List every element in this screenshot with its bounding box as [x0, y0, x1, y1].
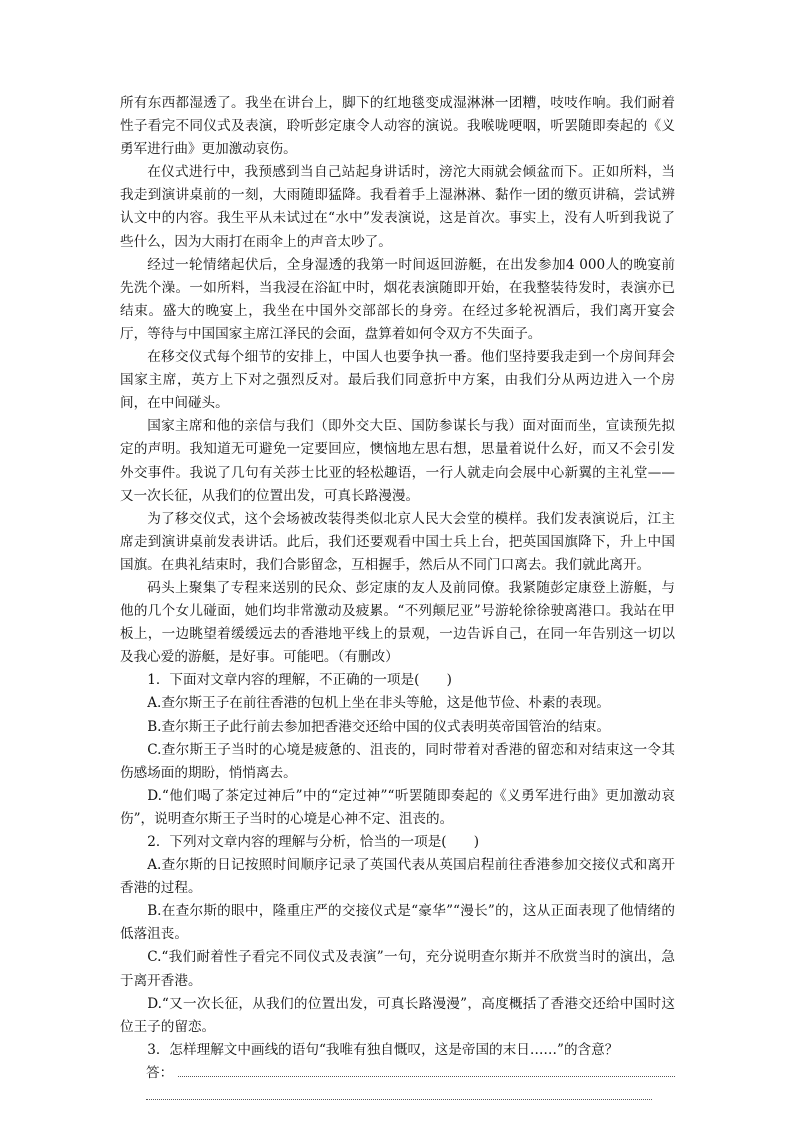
- question-1-stem: 1．下面对文章内容的理解，不正确的一项是( ): [147, 672, 452, 689]
- answer-line-1[interactable]: [120, 1062, 675, 1085]
- question-1-option-a: A.查尔斯王子在前往香港的包机上坐在非头等舱，这是他节俭、朴素的表现。: [147, 695, 610, 712]
- question-2-option-d: D.“又一次长征，从我们的位置出发，可真长路漫漫”，高度概括了香港交还给中国时这位王子的留恋。: [120, 995, 675, 1035]
- passage-paragraph-4: 在移交仪式每个细节的安排上，中国人也要争执一番。他们坚持要我走到一个房间拜会国家主席，英方上下对之强烈反对。最后我们同意折中方案，由我们分从两边进入一个房间，在中间碰头。: [120, 349, 675, 412]
- answer-dotted-line-1: [178, 1076, 675, 1077]
- question-2-option-b: B.在查尔斯的眼中，隆重庄严的交接仪式是“豪华”“漫长”的，这从正面表现了他情绪的低落沮丧。: [120, 903, 675, 943]
- text-column: [120, 92, 675, 1108]
- passage-paragraph-5: 国家主席和他的亲信与我们（即外交大臣、国防参谋长与我）面对面而坐，宣读预先拟定的声明。我知道无可避免一定要回应，懊恼地左思右想，思量着说什么好，而又不会引发外交事件。我说了几句有关莎士比亚的轻松趣语，一行人就走向会展中心新翼的主礼堂——又一次长征，从我们的位置出发，可真长路漫漫。: [120, 418, 675, 504]
- answer-line-2[interactable]: [120, 1085, 675, 1108]
- question-1-option-d: D.“他们喝了茶定过神后”中的“定过神”“听罢随即奏起的《义勇军进行曲》更加激动哀伤”，说明查尔斯王子当时的心境是心神不定、沮丧的。: [120, 787, 675, 827]
- answer-dotted-line-2: [146, 1099, 652, 1100]
- question-1-option-c: C.查尔斯王子当时的心境是疲惫的、沮丧的，同时带着对香港的留恋和对结束这一令其伤感场面的期盼，悄悄离去。: [120, 741, 675, 781]
- question-3-stem: 3．怎样理解文中画线的语句“我唯有独自慨叹，这是帝国的末日……”的含意？: [147, 1041, 619, 1058]
- question-1-option-b: B.查尔斯王子此行前去参加把香港交还给中国的仪式表明英帝国管治的结束。: [147, 718, 611, 735]
- passage-paragraph-1: 所有东西都湿透了。我坐在讲台上，脚下的红地毯变成湿淋淋一团糟，吱吱作响。我们耐着性子看完不同仪式及表演，聆听彭定康令人动容的演说。我喉咙哽咽，听罢随即奏起的《义勇军进行曲》更加激动哀伤。: [120, 95, 675, 158]
- passage-paragraph-6: 为了移交仪式，这个会场被改装得类似北京人民大会堂的模样。我们发表演说后，江主席走到演讲桌前发表讲话。此后，我们还要观看中国士兵上台，把英国国旗降下，升上中国国旗。在典礼结束时，我们合影留念，互相握手，然后从不同门口离去。我们就此离开。: [120, 510, 675, 573]
- passage-paragraph-3: 经过一轮情绪起伏后，全身湿透的我第一时间返回游艇，在出发参加4 000人的晚宴前先洗个澡。一如所料，当我浸在浴缸中时，烟花表演随即开始，在我整装待发时，表演亦已结束。盛大的晚宴上，我坐在中国外交部部长的身旁。在经过多轮祝酒后，我们离开宴会厅，等待与中国国家主席江泽民的会面，盘算着如何令双方不失面子。: [120, 256, 675, 342]
- question-2-stem: 2．下列对文章内容的理解与分析，恰当的一项是( ): [147, 834, 480, 850]
- question-2-option-c: C.“我们耐着性子看完不同仪式及表演”一句，充分说明查尔斯并不欣赏当时的演出，急于离开香港。: [120, 949, 675, 989]
- question-2-option-a: A.查尔斯的日记按照时间顺序记录了英国代表从英国启程前往香港参加交接仪式和离开香港的过程。: [120, 857, 675, 897]
- answer-label: 答：: [146, 1064, 174, 1081]
- passage-paragraph-7: 码头上聚集了专程来送别的民众、彭定康的友人及前同僚。我紧随彭定康登上游艇，与他的几个女儿碰面，她们均非常激动及疲累。“不列颠尼亚”号游轮徐徐驶离港口。我站在甲板上，一边眺望着缓缓远去的香港地平线上的景观，一边告诉自己，在同一年告别这一切以及我心爱的游艇，是好事。可能吧。（有删改）: [120, 579, 675, 666]
- passage-paragraph-2: 在仪式进行中，我预感到当自己站起身讲话时，滂沱大雨就会倾盆而下。正如所料，当我走到演讲桌前的一刻，大雨随即猛降。我看着手上湿淋淋、黏作一团的缴页讲稿，尝试辨认文中的内容。我生平从未试过在“水中”发表演说，这是首次。事实上，没有人听到我说了些什么，因为大雨打在雨伞上的声音太吵了。: [120, 164, 675, 250]
